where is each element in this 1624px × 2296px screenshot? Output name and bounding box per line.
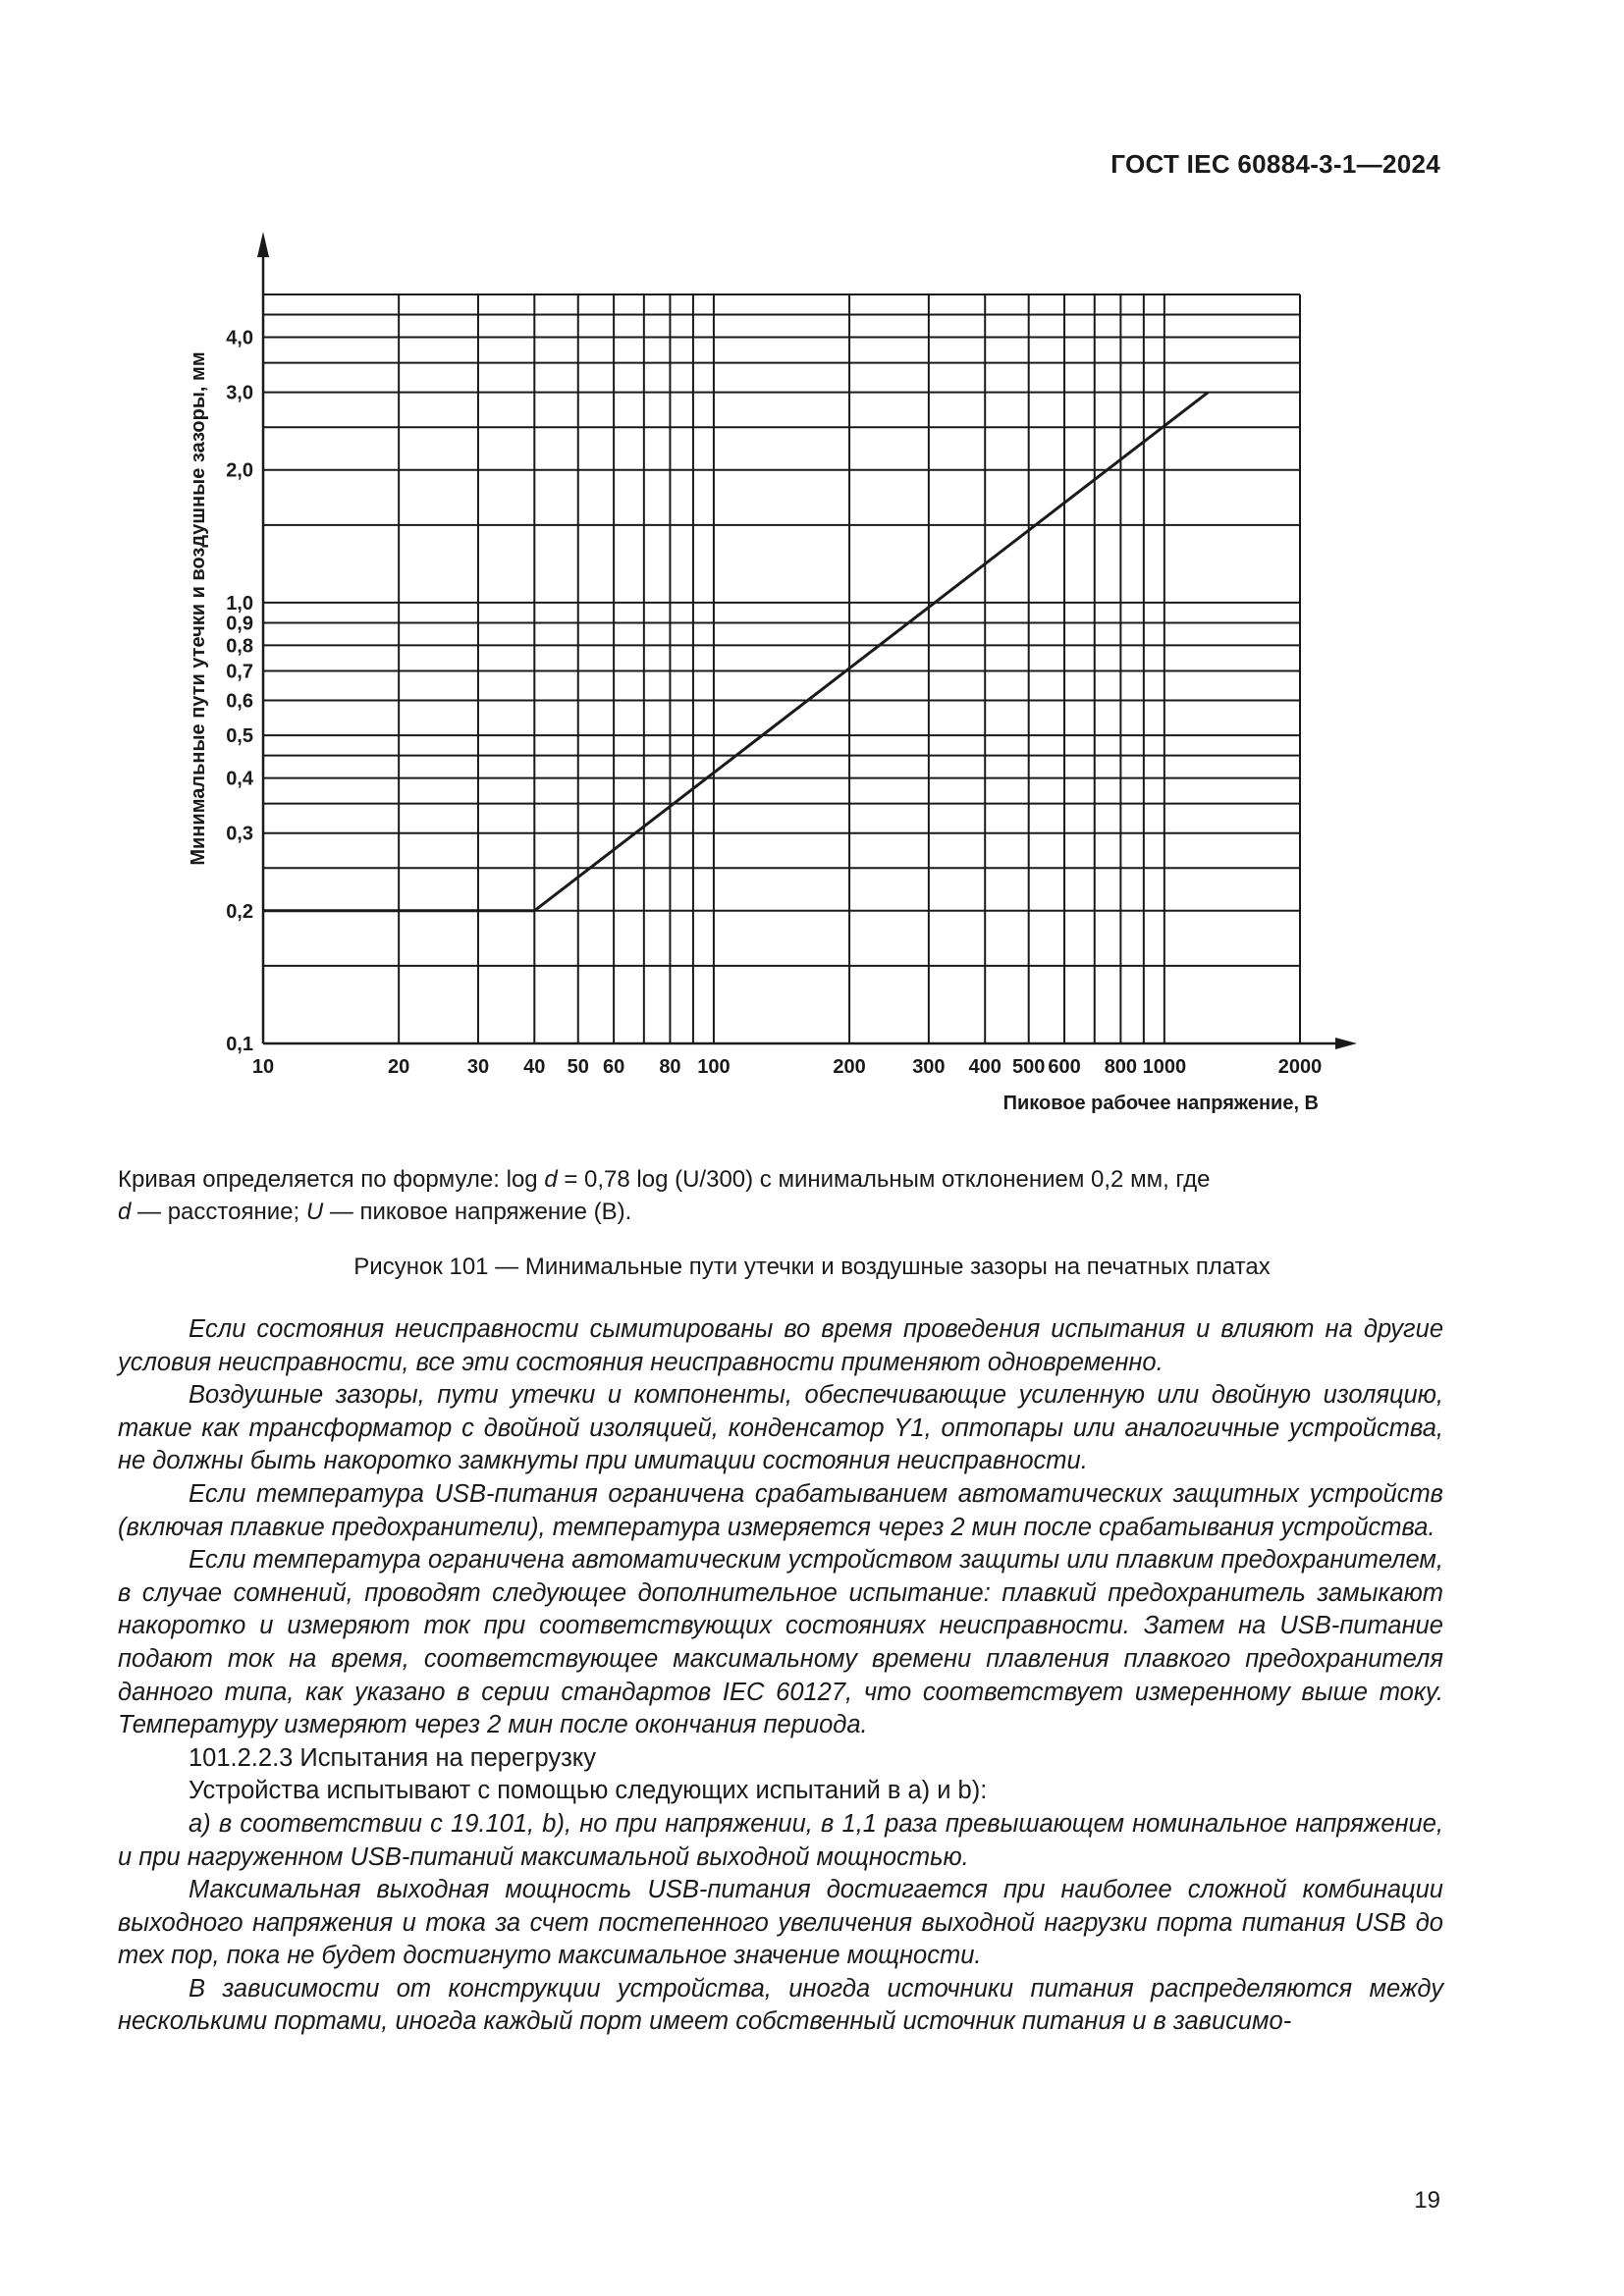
chart-grid [263, 294, 1300, 1043]
x-tick-label: 20 [388, 1056, 410, 1078]
x-tick-label: 200 [833, 1056, 866, 1078]
x-tick-label: 60 [602, 1056, 625, 1078]
y-tick-label: 0,6 [226, 690, 253, 713]
y-tick-label: 0,9 [226, 613, 253, 635]
page-number: 19 [1414, 2187, 1440, 2214]
x-tick-labels [252, 1056, 1322, 1078]
y-tick-label: 2,0 [226, 459, 253, 482]
formula-text-1: Кривая определяется по формуле: log [118, 1166, 545, 1193]
y-tick-label: 0,7 [226, 661, 253, 683]
paragraph: a) в соответствии с 19.101, b), но при напряжении, в 1,1 раза превышающем номинальное напряжение, и при нагруженном USB-питаний максимальной выходной мощностью. [118, 1809, 1443, 1871]
x-tick-label: 400 [968, 1056, 1001, 1078]
formula-var-d: d [544, 1166, 558, 1193]
paragraph: Максимальная выходная мощность USB-питания достигается при наиболее сложной комбинации выходного напряжения и тока за счет постепенного увеличения выходной нагрузки порта питания USB до тех пор, пока не будет достигнуто максимальное значение мощности. [118, 1876, 1443, 1970]
x-tick-label: 600 [1048, 1056, 1081, 1078]
x-axis-arrow [1335, 1038, 1357, 1049]
formula-var-d-2: d [118, 1199, 132, 1225]
x-axis-label: Пиковое рабочее напряжение, В [1002, 1093, 1319, 1114]
x-tick-label: 800 [1104, 1056, 1138, 1078]
x-tick-label: 10 [251, 1056, 275, 1078]
x-tick-label: 40 [523, 1056, 546, 1078]
x-tick-label: 100 [697, 1056, 731, 1078]
formula-text-4: — пиковое напряжение (В). [323, 1199, 632, 1225]
formula-text-2: = 0,78 log (U/300) с минимальным отклонением 0,2 мм, где [557, 1166, 1211, 1193]
y-tick-labels [226, 328, 254, 1055]
formula-note [118, 1163, 1443, 1228]
paragraph: Воздушные зазоры, пути утечки и компоненты, обеспечивающие усиленную или двойную изоляцию, такие как трансформатор с двойной изоляцией, конденсатор Y1, оптопары или аналогичные устройства, не должны быть накоротко замкнуты при имитации состояния неисправности. [118, 1381, 1443, 1475]
y-tick-label: 0,3 [226, 823, 253, 845]
section-heading: 101.2.2.3 Испытания на перегрузку [189, 1743, 596, 1772]
y-tick-label: 3,0 [226, 382, 253, 404]
paragraph: Если температура ограничена автоматическим устройством защиты или плавким предохранителем, в случае сомнений, проводят следующее дополнительное испытание: плавкий предохранитель замыкают накоротко и измеряют ток при соответствующих состояниях неисправности. Затем на USB-питание подают ток на время, соответствующее максимальному времени плавления плавкого предохранителя данного типа, как указано в серии стандартов IEC 60127, что соответствует измеренному выше току. Температуру измеряют через 2 мин после окончания периода. [118, 1546, 1443, 1739]
y-tick-label: 0,5 [226, 725, 253, 748]
x-tick-label: 30 [466, 1056, 490, 1078]
creepage-chart [0, 0, 1624, 1139]
y-tick-label: 1,0 [226, 592, 253, 614]
y-axis-arrow [257, 232, 269, 257]
y-tick-label: 0,1 [226, 1034, 253, 1055]
x-tick-label: 300 [912, 1056, 946, 1078]
document-header: ГОСТ IEC 60884-3-1—2024 [1110, 149, 1440, 179]
x-tick-label: 2000 [1277, 1056, 1323, 1078]
figure-title: Рисунок 101 — Минимальные пути утечки и воздушные зазоры на печатных платах [353, 1254, 1271, 1280]
y-axis-label: Минимальные пути утечки и воздушные зазоры, мм [188, 351, 209, 866]
paragraph: Устройства испытывают с помощью следующих испытаний в a) и b): [189, 1777, 988, 1805]
x-tick-label: 1000 [1142, 1056, 1187, 1078]
x-tick-label: 50 [567, 1056, 589, 1078]
x-tick-label: 500 [1012, 1056, 1046, 1078]
y-tick-label: 0,8 [226, 635, 253, 658]
formula-var-u: U [305, 1199, 324, 1225]
paragraph: В зависимости от конструкции устройства, иногда источники питания распределяются между несколькими портами, иногда каждый порт имеет собственный источник питания и в зависимо- [118, 1974, 1443, 2036]
y-tick-label: 4,0 [226, 327, 253, 349]
x-tick-label: 80 [659, 1056, 681, 1078]
formula-text-3: — расстояние; [131, 1199, 306, 1225]
body-text [118, 1313, 1443, 2039]
chart-axes [257, 232, 1357, 1049]
y-tick-label: 0,2 [226, 900, 253, 923]
paragraph: Если состояния неисправности сымитированы во время проведения испытания и влияют на другие условия неисправности, все эти состояния неисправности применяют одновременно. [118, 1315, 1443, 1376]
paragraph: Если температура USB-питания ограничена срабатыванием автоматических защитных устройств (включая плавкие предохранители), температура измеряется через 2 мин после срабатывания устройства. [118, 1479, 1443, 1541]
y-tick-label: 0,4 [226, 768, 253, 790]
